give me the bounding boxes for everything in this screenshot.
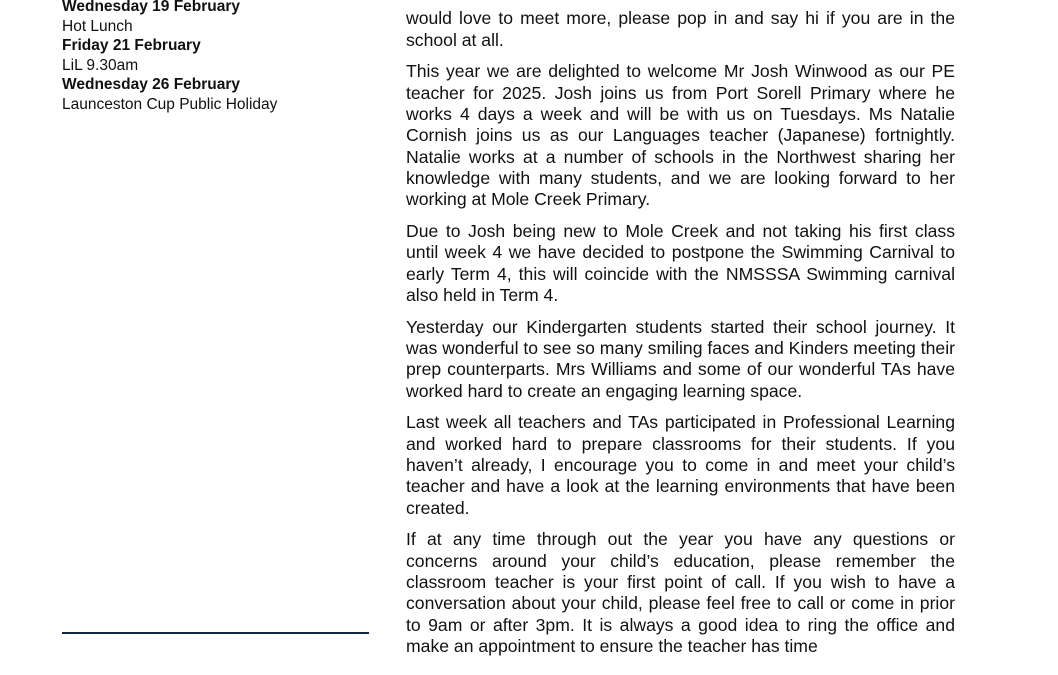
event-date: Friday 21 February [62,37,201,54]
event-date: Wednesday 26 February [62,76,241,93]
event-description: Launceston Cup Public Holiday [62,95,278,113]
body-paragraph: Yesterday our Kindergarten students started their school journey. It was wonderful to see so many smiling faces and Kinders meeting their prep counterparts. Mrs Williams and some of our wonderful TAs have worked hard to create an engaging learning space. [406,316,955,401]
body-paragraph: Due to Josh being new to Mole Creek and not taking his first class until week 4 we have decided to postpone the Swimming Carnival to early Term 4, this will coincide with the NMSSSA Swimming carnival also held in Term 4. [406,220,955,305]
events-sidebar [62,0,372,114]
event-description: Hot Lunch [62,17,133,35]
event-description: LiL 9.30am [62,56,139,74]
newsletter-body [406,0,955,668]
body-paragraph: This year we are delighted to welcome Mr Josh Winwood as our PE teacher for 2025. Josh joins us from Port Sorell Primary where he works 4 days a week and will be with us on Tuesdays. Ms Natalie Cornish joins us as our Languages teacher (Japanese) fortnightly. Natalie works at a number of schools in the Northwest sharing her knowledge with many students, and we are looking forward to her working at Mole Creek Primary. [406,61,955,210]
cut-off-line [406,0,955,8]
body-paragraph: Last week all teachers and TAs participated in Professional Learning and worked hard to prepare classrooms for their students. If you haven’t already, I encourage you to come in and meet your child’s teacher and have a look at the learning environments that have been created. [406,412,955,518]
event-date: Wednesday 19 February [62,0,241,15]
body-paragraph-continued [406,0,955,51]
sidebar-divider [62,632,369,634]
body-paragraph: If at any time through out the year you have any questions or concerns around your child’s education, please remember the classroom teacher is your first point of call. If you wish to have a conversation about your child, please feel free to call or come in prior to 9am or after 3pm. It is always a good idea to ring the office and make an appointment to ensure the teacher has time [406,529,955,656]
paragraph-text: would love to meet more, please pop in and say hi if you are in the school at all. [406,8,955,50]
